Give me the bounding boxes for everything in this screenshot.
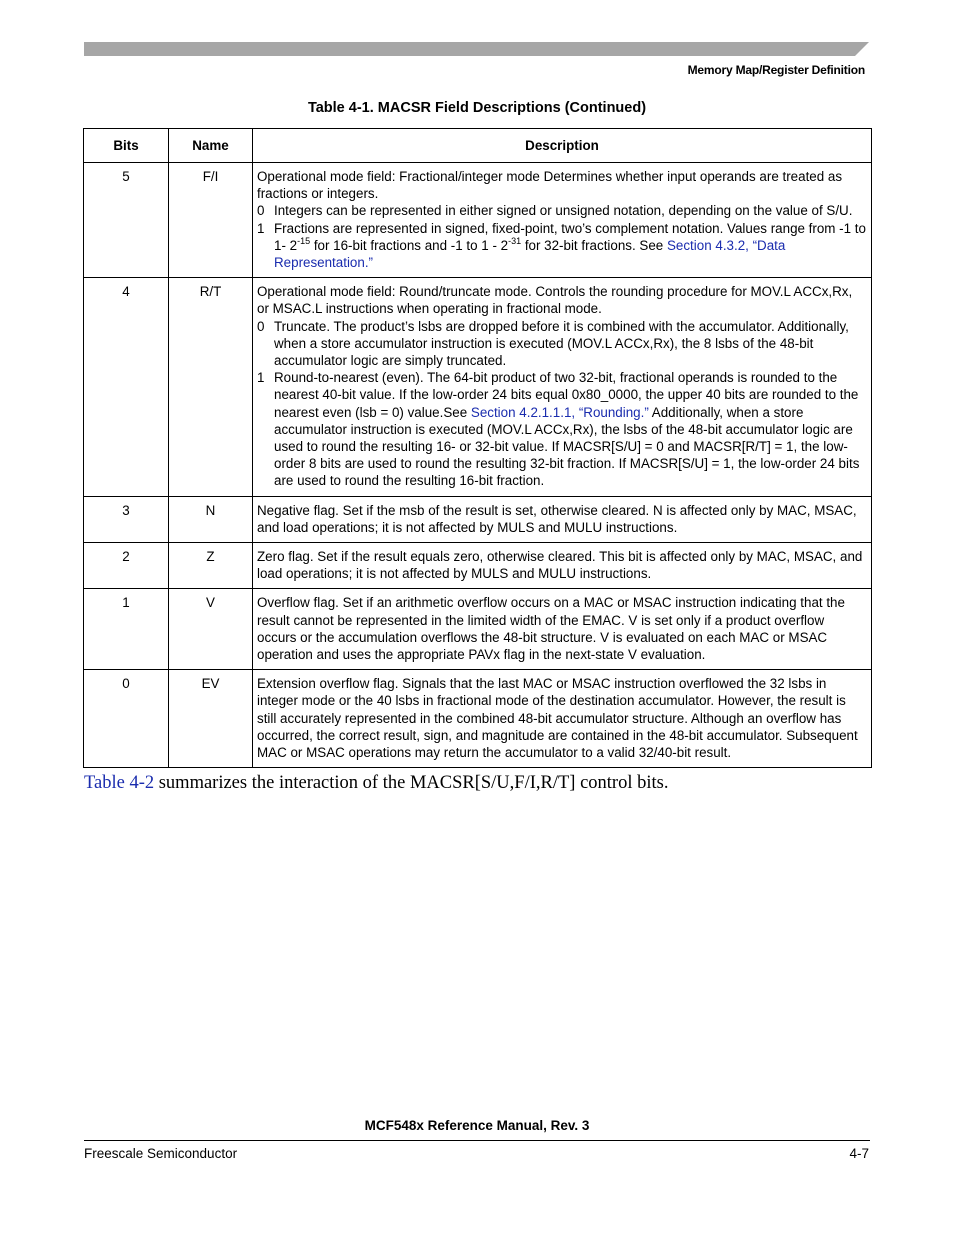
macsr-field-table [83,128,872,768]
column-header-name: Name [169,129,253,163]
item-number: 1 [257,220,265,236]
cell-description: Zero flag. Set if the result equals zero, otherwise cleared. This bit is affected only by MAC, MSAC, and load operations; it is not affected by MULS and MULU instructions. [253,543,872,589]
cell-description: Overflow flag. Set if an arithmetic overflow occurs on a MAC or MSAC instruction indicating that the result cannot be represented in the limited width of the EMAC. V is set only if a product overflow occurs or the accumulation overflows the 48-bit structure. V is evaluated on each MAC or MSAC operation and uses the appropriate PAVx flag in the next-state V evaluation. [253,589,872,670]
section-link-rounding[interactable]: Section 4.2.1.1.1, “Rounding.” [470,404,649,420]
cell-bits: 2 [84,543,169,589]
body-paragraph-text: summarizes the interaction of the MACSR[S/U,F/I,R/T] control bits. [154,773,669,793]
cell-description: Extension overflow flag. Signals that the last MAC or MSAC instruction overflowed the 32 lsbs in integer mode or the 40 lsbs in fractional mode of the destination accumulator. However, the result is still accurately represented in the combined 48-bit accumulator structure. Although an overflow has occurred, the correct result, sign, and magnitude are contained in the 48-bit accumulator. Subsequent MAC or MSAC operations may return the accumulator to a valid 32/40-bit result. [253,670,872,768]
exponent: -15 [297,235,311,246]
cell-name: N [169,496,253,542]
description-intro: Operational mode field: Round/truncate mode. Controls the rounding procedure for MOV.L ACCx,Rx, or MSAC.L instructions when operating in fractional mode. [257,284,853,317]
header-bar [84,42,869,56]
item-number: 1 [257,370,265,386]
item-number: 0 [257,203,265,219]
item-text: Truncate. The product’s lsbs are dropped before it is combined with the accumulator. Additionally, when a store accumulator instruction is executed (MOV.L ACCx,Rx), the 8 lsbs of the 48-bit accumulator logic are simply truncated. [274,318,849,369]
cell-bits: 0 [84,670,169,768]
column-header-bits: Bits [84,129,169,163]
table-row [84,543,872,589]
cell-description: Negative flag. Set if the msb of the result is set, otherwise cleared. N is affected only by MAC, MSAC, and load operations; it is not affected by MULS and MULU instructions. [253,496,872,542]
item-number: 0 [257,318,265,334]
cell-name: EV [169,670,253,768]
item-text: Integers can be represented in either signed or unsigned notation, depending on the value of S/U. [274,203,853,219]
cell-name: Z [169,543,253,589]
list-item [257,369,867,489]
list-item [257,220,867,272]
table-reference-link[interactable]: Table 4-2 [84,773,155,793]
running-head: Memory Map/Register Definition [687,63,865,77]
table-title: Table 4-1. MACSR Field Descriptions (Continued) [307,100,647,116]
cell-name: R/T [169,278,253,496]
footer-divider [84,1140,870,1141]
section-link-data-representation[interactable]: Section 4.3.2, “Data Representation.” [274,237,786,271]
cell-bits: 5 [84,163,169,278]
list-item [257,318,867,370]
exponent: -31 [508,235,522,246]
footer-company: Freescale Semiconductor [84,1146,238,1161]
item-text-part: for 16-bit fractions and -1 to 1 - 2 [310,237,509,253]
table-row [84,496,872,542]
table-header-row [84,129,872,163]
table-row [84,163,872,278]
cell-description [253,163,872,278]
page-number: 4-7 [849,1146,869,1161]
body-paragraph [84,773,668,794]
cell-name: F/I [169,163,253,278]
cell-bits: 3 [84,496,169,542]
list-item [257,202,867,219]
item-text-part: for 32-bit fractions. See [521,237,667,253]
item-text-part: Round-to-nearest (even). The 64-bit product of two 32-bit, fractional operands is rounded to the nearest 40-bit value. If the low-order 24 bits equal 0x80_0000, the upper 40 bits are rounded to the nearest even (lsb = 0) value.See [274,370,859,420]
table-row [84,670,872,768]
item-text-part: Fractions are represented in signed, fixed-point, two’s complement notation. Values range from -1 to 1- 2 [274,220,866,253]
cell-name: V [169,589,253,670]
item-text [274,369,867,489]
description-intro: Operational mode field: Fractional/integer mode Determines whether input operands are treated as fractions or integers. [257,169,843,202]
column-header-description: Description [253,129,872,163]
cell-description [253,278,872,496]
footer-title: MCF548x Reference Manual, Rev. 3 [364,1118,590,1133]
table-row [84,589,872,670]
cell-bits: 1 [84,589,169,670]
item-text-part: Additionally, when a store accumulator instruction is executed (MOV.L ACCx,Rx), the lsbs of the 48-bit accumulator logic are used to round the resulting 16- or 32-bit value. If MACSR[S/U] = 0 and MACSR[R/T] = 1, the low-order 8 bits are used to round the resulting 32-bit fraction. If MACSR[S/U] = 1, the low-order 24 bits are used to round the resulting 16-bit fraction. [274,404,860,489]
item-text [274,220,867,272]
cell-bits: 4 [84,278,169,496]
table-row [84,278,872,496]
